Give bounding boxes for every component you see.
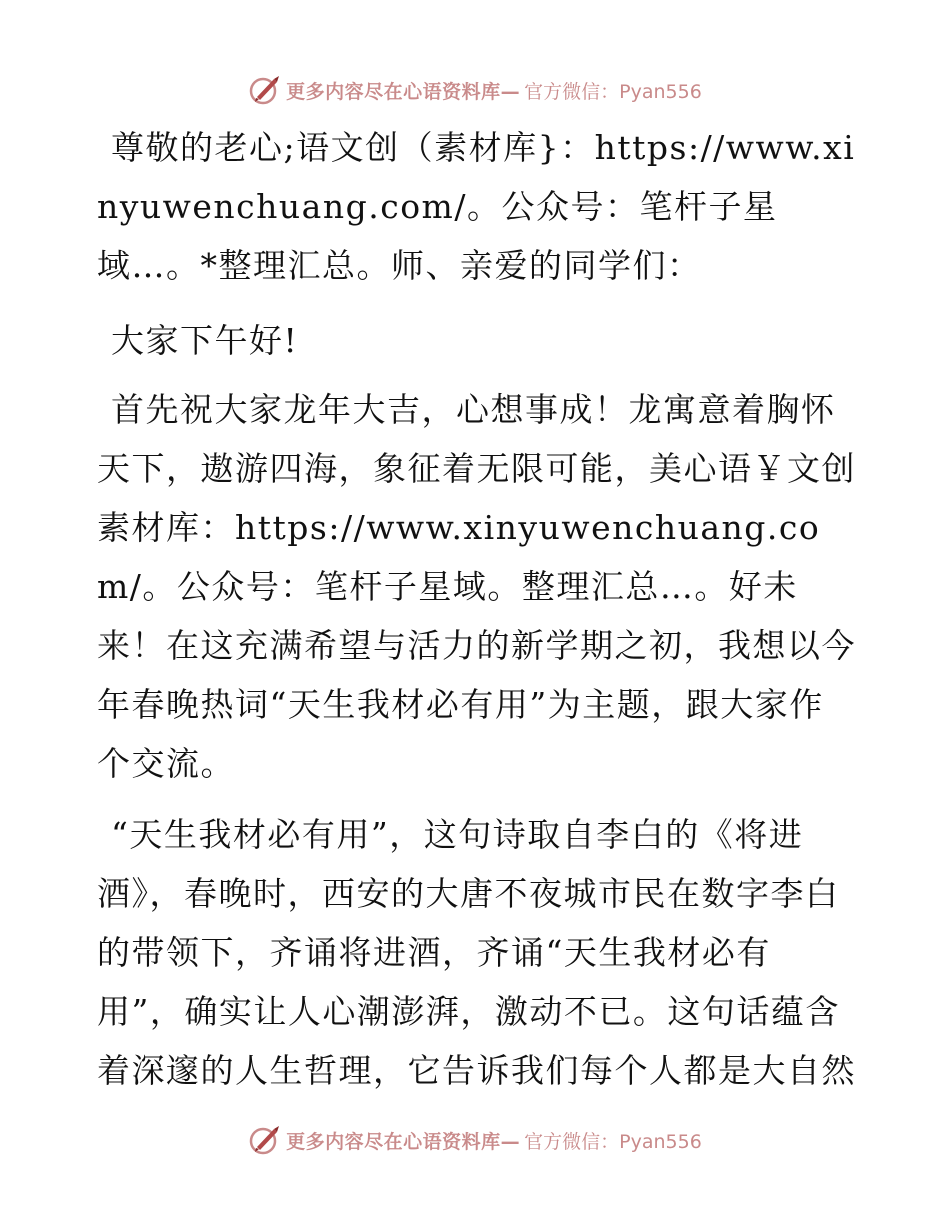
page-footer (0, 1120, 950, 1160)
document-body (97, 118, 857, 1112)
paragraph-new-year: 首先祝大家龙年大吉，心想事成！龙寓意着胸怀天下，遨游四海，象征着无限可能，美心语￥文创素材库：https://www.xinyuwenchuang.com/。公众号：笔杆子星域。整理汇总…。好未来！在这充满希望与活力的新学期之初，我想以今年春晚热词“天生我材必有用”为主题，跟大家作个交流。 (97, 390, 856, 783)
page-header (0, 70, 950, 110)
footer-banner-text: 更多内容尽在心语资料库— (286, 1130, 521, 1153)
quill-logo-icon (248, 73, 282, 107)
footer-banner[interactable] (248, 1123, 702, 1157)
header-wechat-text: 官方微信：Pyan556 (524, 80, 702, 103)
paragraph-theme: “天生我材必有用”，这句诗取自李白的《将进酒》，春晚时，西安的大唐不夜城市民在数字李白的带领下，齐诵将进酒，齐诵“天生我材必有用”，确实让人心潮澎湃，激动不已。这句话蕴含着深邃的人生哲理，它告诉我们每个人都是大自然 (97, 815, 856, 1090)
paragraph-salutation: 大家下午好! (111, 321, 299, 360)
paragraph-greeting: 尊敬的老心;语文创（素材库}：https://www.xinyuwenchuang.com/。公众号：笔杆子星域…。*整理汇总。师、亲爱的同学们： (97, 128, 856, 285)
quill-logo-icon (248, 1123, 282, 1157)
footer-wechat-text: 官方微信：Pyan556 (524, 1130, 702, 1153)
header-banner-text: 更多内容尽在心语资料库— (286, 80, 521, 103)
header-banner[interactable] (248, 73, 702, 107)
